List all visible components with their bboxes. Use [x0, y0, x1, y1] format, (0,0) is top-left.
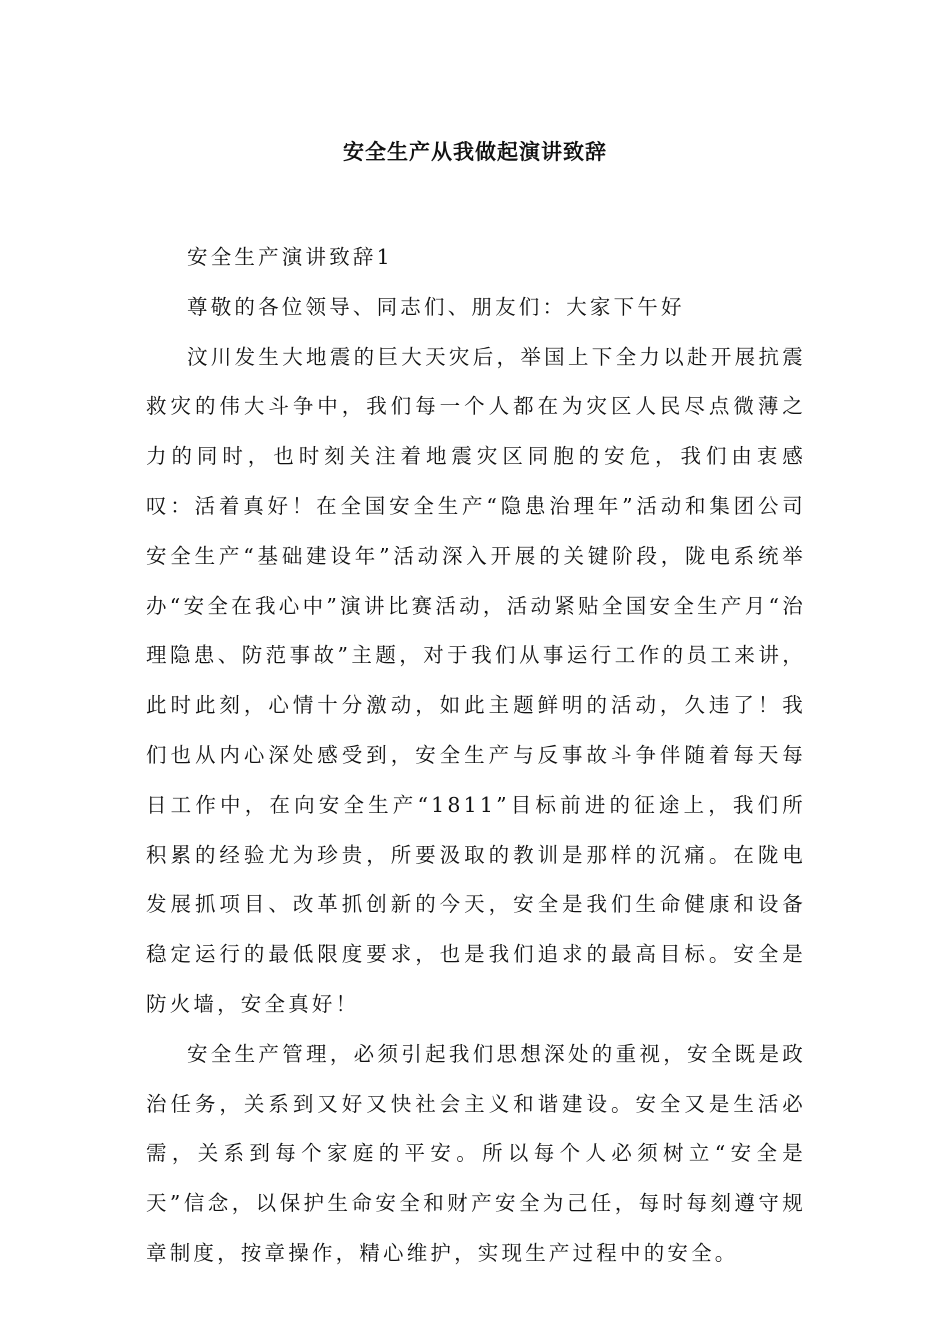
greeting: 尊敬的各位领导、同志们、朋友们：大家下午好: [187, 294, 685, 319]
document-body: [146, 233, 806, 1279]
paragraph: 安全生产管理，必须引起我们思想深处的重视，安全既是政治任务，关系到又好又快社会主义和谐建设。安全又是生活必需，关系到每个家庭的平安。所以每个人必须树立“安全是天”信念，以保护生命安全和财产安全为己任，每时每刻遵守规章制度，按章操作，精心维护，实现生产过程中的安全。: [146, 1041, 806, 1265]
paragraph: 汶川发生大地震的巨大天灾后，举国上下全力以赴开展抗震救灾的伟大斗争中，我们每一个人都在为灾区人民尽点微薄之力的同时，也时刻关注着地震灾区同胞的安危，我们由衷感叹：活着真好！在全国安全生产“隐患治理年”活动和集团公司安全生产“基础建设年”活动深入开展的关键阶段，陇电系统举办“安全在我心中”演讲比赛活动，活动紧贴全国安全生产月“治理隐患、防范事故”主题，对于我们从事运行工作的员工来讲，此时此刻，心情十分激动，如此主题鲜明的活动，久违了！我们也从内心深处感受到，安全生产与反事故斗争伴随着每天每日工作中，在向安全生产“1811”目标前进的征途上，我们所积累的经验尤为珍贵，所要汲取的教训是那样的沉痛。在陇电发展抓项目、改革抓创新的今天，安全是我们生命健康和设备稳定运行的最低限度要求，也是我们追求的最高目标。安全是防火墙，安全真好！: [146, 344, 806, 1016]
document-title: 安全生产从我做起演讲致辞: [343, 140, 607, 164]
subtitle: 安全生产演讲致辞1: [187, 245, 393, 269]
